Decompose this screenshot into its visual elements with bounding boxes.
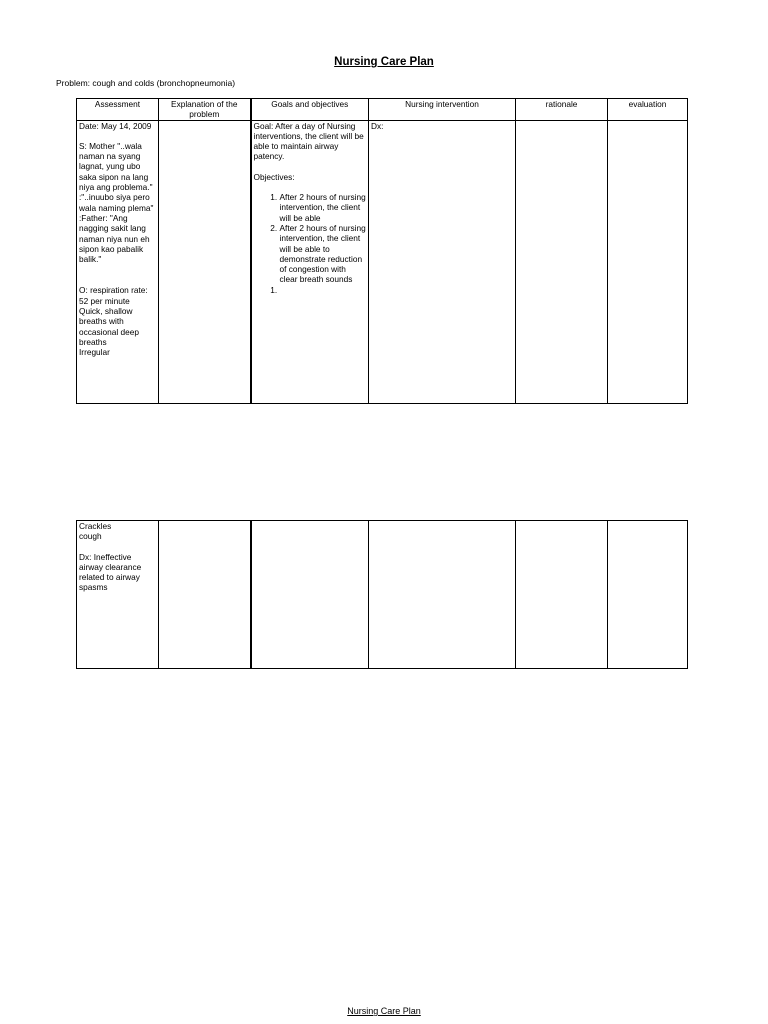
assessment-mother-quote: :"..inuubo siya pero wala naming plema" <box>79 192 154 213</box>
footer-title: Nursing Care Plan <box>347 1006 421 1016</box>
list-item: 1. After 2 hours of nursing intervention, the client will be able <box>280 192 367 223</box>
assessment-irregular: Irregular <box>79 347 110 358</box>
assessment-cell <box>77 120 159 403</box>
assessment-objective: O: respiration rate: 52 per minute <box>79 285 148 306</box>
list-item: 2. After 2 hours of nursing intervention, the client will be able to demonstrate reduction of congestion with clear breath sounds <box>280 223 367 285</box>
care-plan-table-2 <box>76 520 688 669</box>
assessment-father-quote: :Father: "Ang nagging sakit lang naman niya nun eh sipon kao pabalik balik." <box>79 212 150 265</box>
problem-statement: Problem: cough and colds (bronchopneumonia) <box>56 78 236 88</box>
objectives-label: Objectives: <box>253 171 295 182</box>
goals-cell <box>251 120 369 403</box>
rationale-cell <box>516 521 608 669</box>
header-rationale: rationale <box>516 99 608 121</box>
table-row <box>77 120 688 403</box>
explanation-cell <box>159 521 251 669</box>
assessment-cough: cough <box>79 531 102 542</box>
goal-text: Goal: After a day of Nursing interventions, the client will be able to maintain airway patency. <box>253 120 364 162</box>
objectives-list <box>254 192 367 285</box>
care-plan-table-1 <box>76 98 688 404</box>
assessment-crackles: Crackles <box>79 521 112 531</box>
intervention-cell <box>369 521 516 669</box>
objectives-list-2 <box>254 285 367 295</box>
assessment-subjective: S: Mother "..wala naman na syang lagnat, yung ubo saka sipon na lang niya ang problema." <box>79 140 153 193</box>
header-explanation: Explanation of the problem <box>159 99 251 121</box>
header-evaluation: evaluation <box>608 99 688 121</box>
evaluation-cell <box>608 521 688 669</box>
goals-cell <box>251 521 369 669</box>
header-goals: Goals and objectives <box>251 99 369 121</box>
assessment-cell <box>77 521 159 669</box>
list-item <box>280 285 367 295</box>
assessment-diagnosis: Dx: Ineffective airway clearance related to airway spasms <box>79 551 142 593</box>
assessment-date: Date: May 14, 2009 <box>79 120 152 131</box>
explanation-cell <box>159 120 251 403</box>
page-title: Nursing Care Plan <box>334 56 434 68</box>
rationale-cell <box>516 120 608 403</box>
header-assessment: Assessment <box>77 99 159 121</box>
table-header-row <box>77 99 688 121</box>
header-intervention: Nursing intervention <box>369 99 516 121</box>
intervention-cell: Dx: <box>369 120 516 403</box>
evaluation-cell <box>608 120 688 403</box>
assessment-breathing: Quick, shallow breaths with occasional deep breaths <box>79 306 139 347</box>
table-row <box>77 521 688 669</box>
